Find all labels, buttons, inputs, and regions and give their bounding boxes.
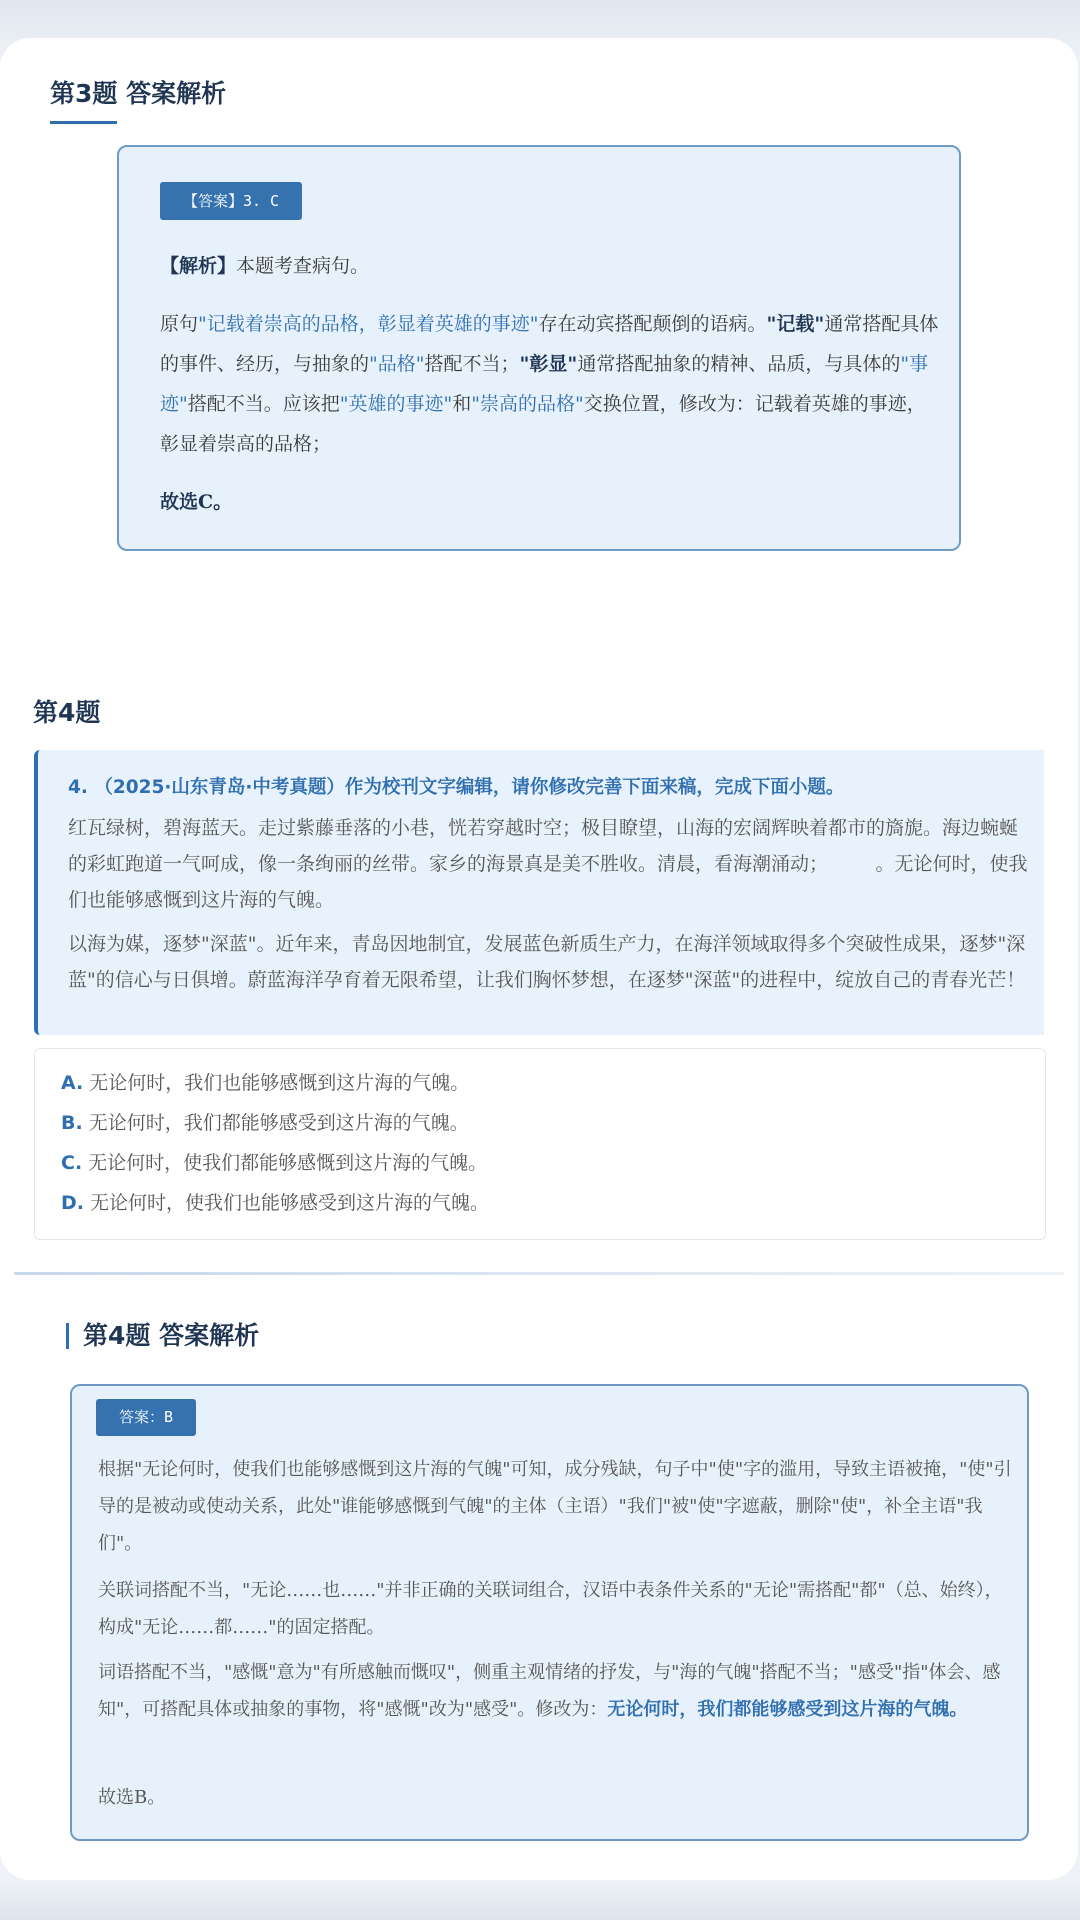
q3-text-segment: 搭配不当； — [424, 353, 520, 375]
q4-option-d[interactable] — [61, 1188, 489, 1218]
q3-text-segment: 和 — [452, 393, 472, 415]
q4-analysis-para2: 关联词搭配不当，"无论……也……"并非正确的关联词组合，汉语中表条件关系的"无论"需搭配"都"（总、始终），构成"无论……都……"的固定搭配。 — [98, 1580, 1003, 1638]
option-text: 无论何时，我们也能够感慨到这片海的气魄。 — [89, 1072, 470, 1094]
q3-answer-box — [117, 145, 961, 551]
q4-passage-para1: 红瓦绿树，碧海蓝天。走过紫藤垂落的小巷，恍若穿越时空；极目瞭望，山海的宏阔辉映着都市的旖旎。海边蜿蜒的彩虹跑道一气呵成，像一条绚丽的丝带。家乡的海景真是美不胜收。清晨，看海潮涌动； 。无论何时，使我们也能够感慨到这片海的气魄。 — [68, 817, 1028, 911]
q3-keyword-pinge: "品格" — [369, 353, 425, 375]
q4-conclusion: 故选B。 — [98, 1787, 166, 1808]
q3-analysis-intro — [160, 250, 920, 282]
q4-corrected-sentence: 无论何时，我们都能够感受到这片海的气魄。 — [607, 1699, 968, 1720]
q4-option-a[interactable] — [61, 1068, 469, 1098]
q3-text-segment: 搭配不当。应该把 — [187, 393, 340, 415]
option-letter: A. — [61, 1072, 84, 1094]
q3-keyword-jizai: "记载" — [766, 313, 825, 335]
q3-analysis-body — [160, 304, 940, 464]
q4-question-box — [34, 750, 1044, 1035]
option-letter: C. — [61, 1152, 83, 1174]
q3-text-segment: 原句 — [160, 313, 199, 335]
q4-option-c[interactable] — [61, 1148, 487, 1178]
q3-text-segment: 通常搭配具体的事件、经历，与抽象的 — [160, 313, 939, 375]
option-letter: B. — [61, 1112, 83, 1134]
q4-answer-box — [70, 1384, 1029, 1841]
q4-options-list — [34, 1048, 1046, 1240]
q3-heading-underline — [50, 121, 117, 124]
q3-quote-original: "记载着崇高的品格，彰显着英雄的事迹" — [198, 313, 539, 335]
q4-analysis-para3-text: 词语搭配不当，"感慨"意为"有所感触而慨叹"，侧重主观情绪的抒发，与"海的气魄"搭配不当；"感受"指"体会、感知"，可搭配具体或抽象的事物，将"感慨"改为"感受"。修改为： — [98, 1662, 1001, 1720]
q3-keyword-chonggao-pinge: "崇高的品格" — [471, 393, 584, 415]
q4-question-title: 4. （2025·山东青岛·中考真题）作为校刊文字编辑，请你修改完善下面来稿，完成下面小题。 — [68, 777, 845, 798]
q3-heading: 第3题 答案解析 — [50, 79, 227, 108]
q4-option-b[interactable] — [61, 1108, 469, 1138]
q3-conclusion: 故选C。 — [160, 491, 233, 513]
q3-keyword-zhangxian: "彰显" — [519, 353, 578, 375]
q4-analysis-para3 — [98, 1654, 1018, 1728]
q3-text-segment: 通常搭配抽象的精神、品质，与具体的 — [577, 353, 901, 375]
page-background-bottom — [0, 1880, 1080, 1920]
q3-analysis-label: 【解析】 — [160, 255, 237, 277]
q3-keyword-shiji: "事迹" — [160, 353, 929, 415]
option-text: 无论何时，使我们都能够感慨到这片海的气魄。 — [88, 1152, 488, 1174]
q4-answer-badge: 答案：B — [96, 1399, 196, 1436]
q3-text-segment: 交换位置，修改为：记载着英雄的事迹，彰显着崇高的品格； — [160, 393, 926, 455]
q3-analysis-text: 本题考查病句。 — [236, 255, 370, 277]
option-text: 无论何时，使我们也能够感受到这片海的气魄。 — [90, 1192, 490, 1214]
q3-text-segment: 存在动宾搭配颠倒的语病。 — [538, 313, 767, 335]
q4-heading: 第4题 — [33, 698, 101, 727]
q4-answer-heading: 第4题 答案解析 — [83, 1321, 260, 1350]
q4-analysis-para1: 根据"无论何时，使我们也能够感慨到这片海的气魄"可知，成分残缺，句子中"使"字的滥用，导致主语被掩，"使"引导的是被动或使动关系，此处"谁能够感慨到气魄"的主体（主语）"我们"被"使"字遮蔽，删除"使"，补全主语"我们"。 — [98, 1459, 1012, 1554]
section-divider — [14, 1272, 1064, 1275]
q4-passage-para2: 以海为媒，逐梦"深蓝"。近年来，青岛因地制宜，发展蓝色新质生产力，在海洋领域取得多个突破性成果，逐梦"深蓝"的信心与日俱增。蔚蓝海洋孕育着无限希望，让我们胸怀梦想，在逐梦"深蓝"的进程中，绽放自己的青春光芒！ — [68, 933, 1026, 991]
q4-answer-heading-accent — [66, 1323, 69, 1349]
option-letter: D. — [61, 1192, 84, 1214]
q3-keyword-yingxiong-shiji: "英雄的事迹" — [339, 393, 453, 415]
q3-answer-badge: 【答案】3. C — [160, 182, 302, 220]
option-text: 无论何时，我们都能够感受到这片海的气魄。 — [88, 1112, 469, 1134]
